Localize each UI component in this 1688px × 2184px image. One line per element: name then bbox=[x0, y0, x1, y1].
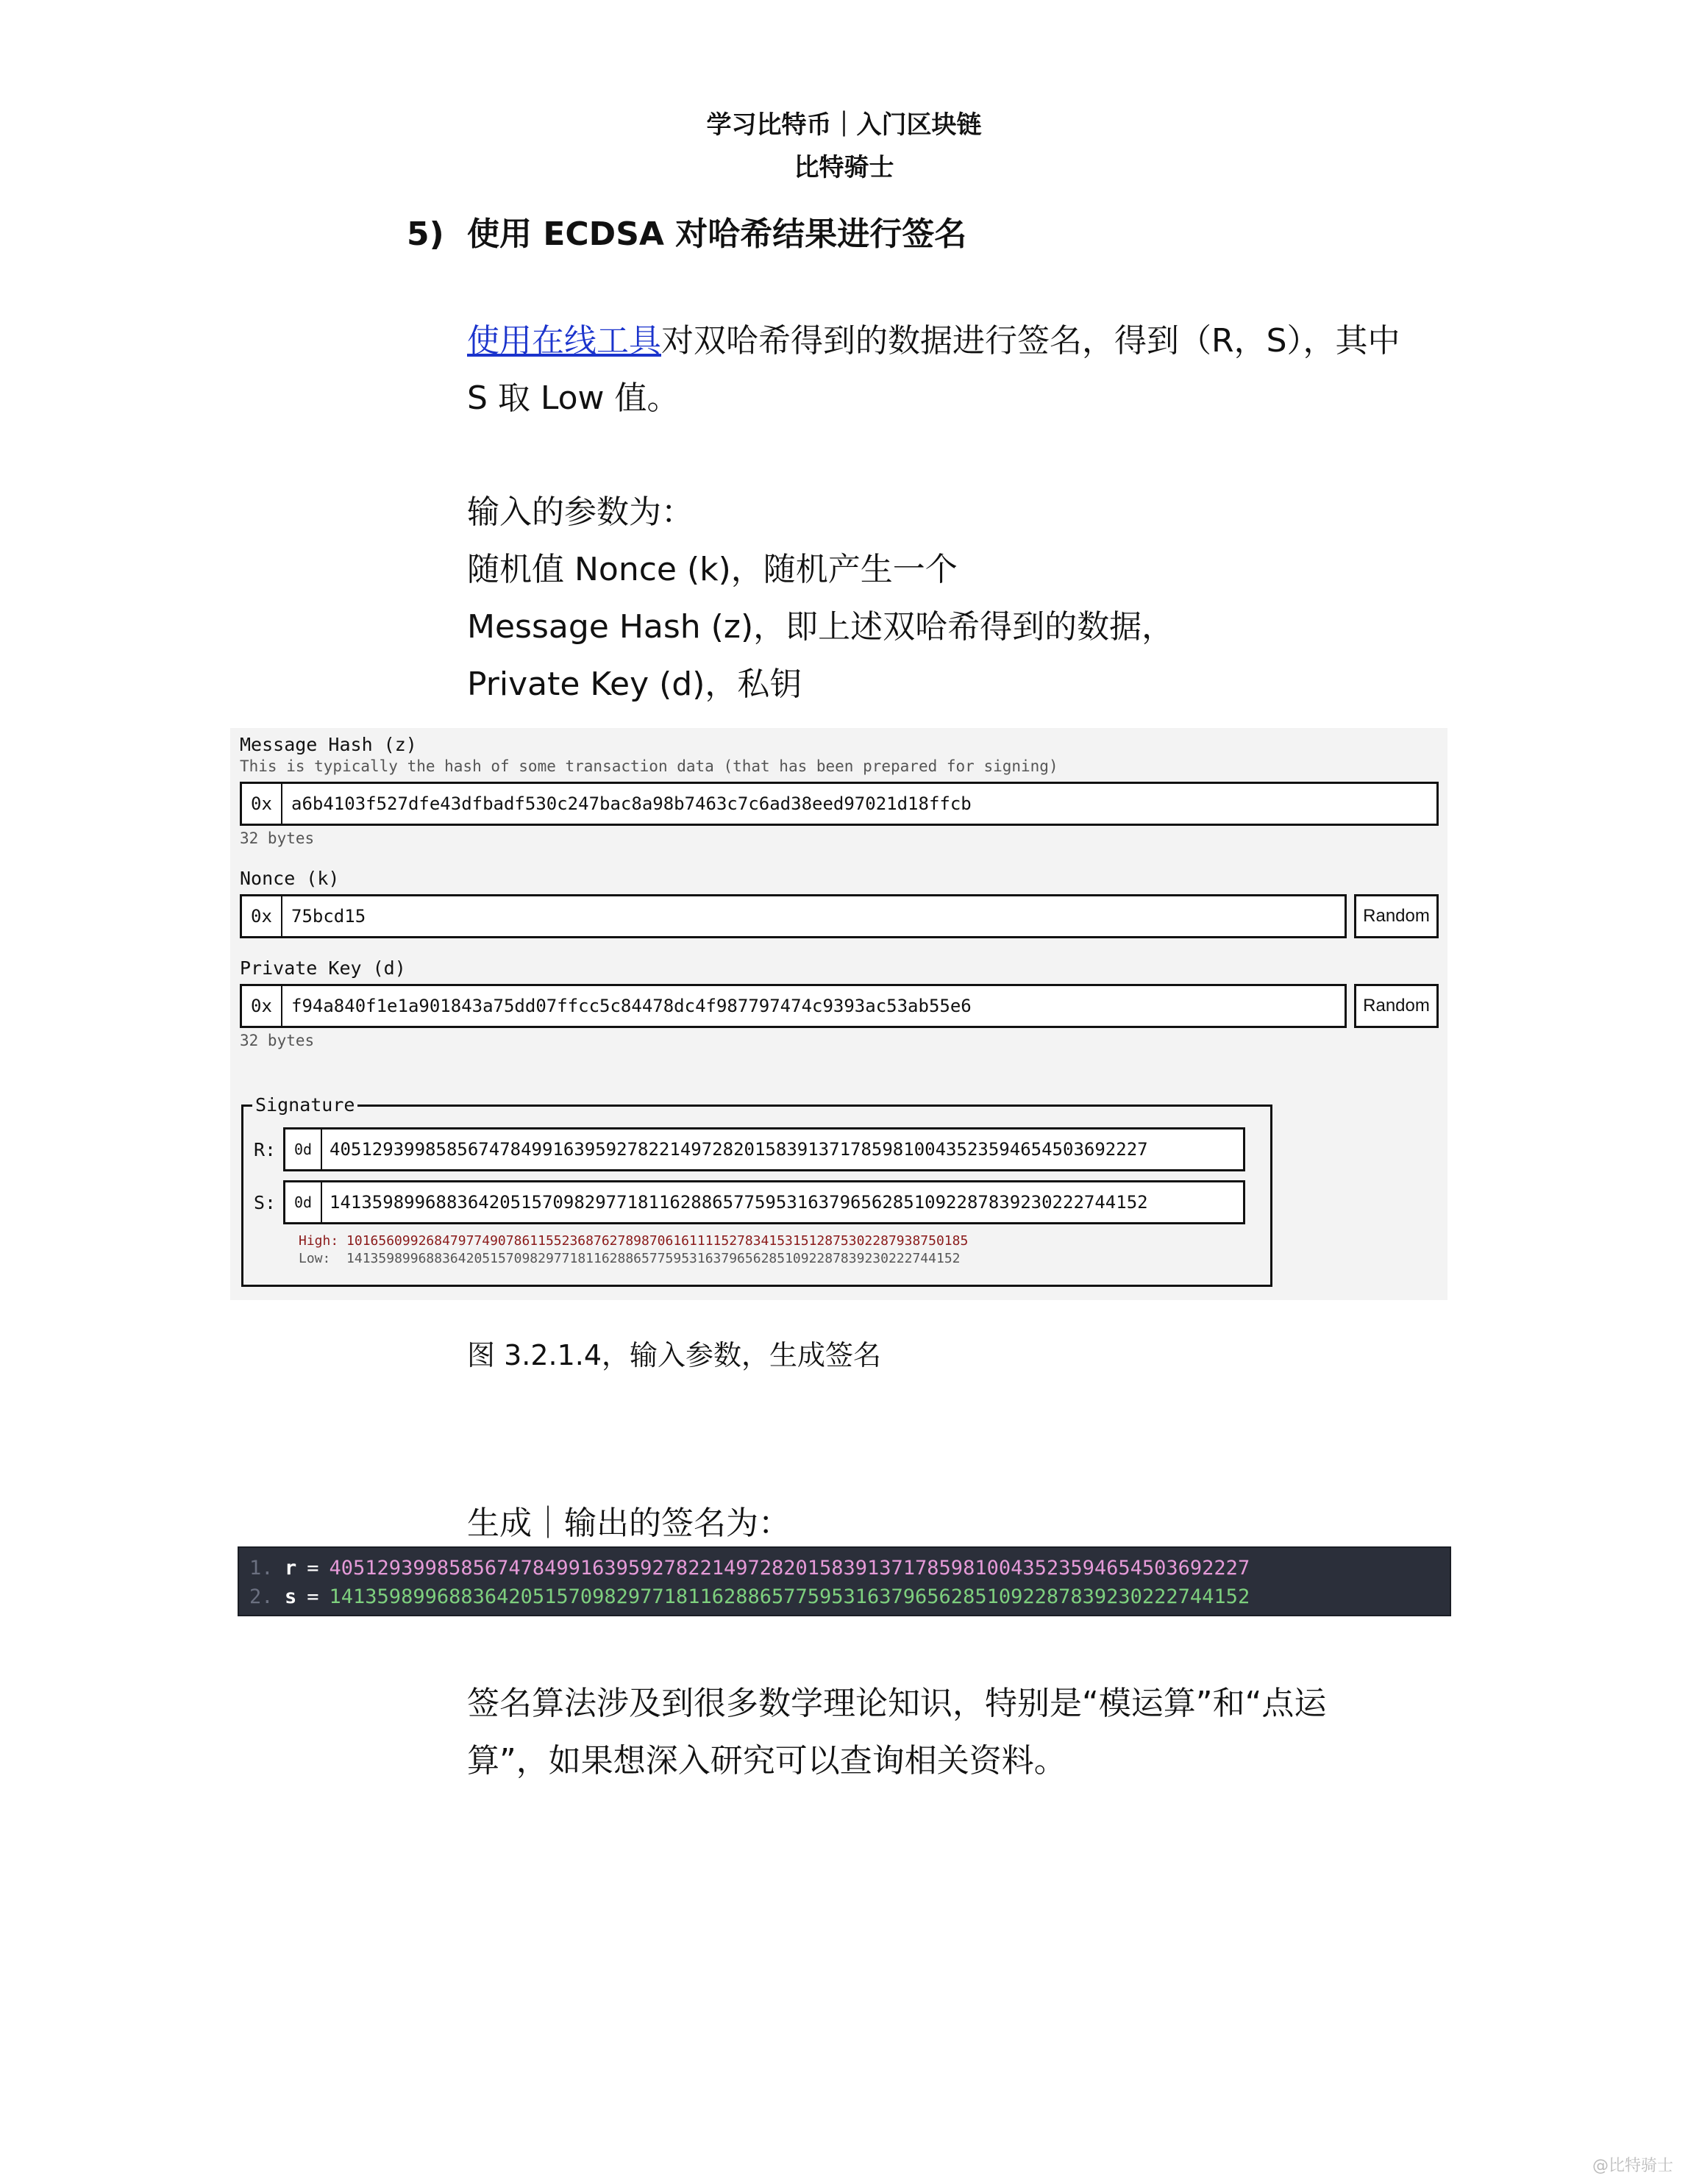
line-number: 2. bbox=[249, 1585, 274, 1608]
params-item-hash: Message Hash (z)，即上述双哈希得到的数据， bbox=[467, 608, 1175, 646]
s-high-line bbox=[299, 1233, 968, 1249]
intro-paragraph bbox=[467, 313, 1445, 427]
online-tool-link[interactable]: 使用在线工具 bbox=[467, 322, 661, 360]
intro-text-1: 对双哈希得到的数据进行签名，得到（R，S），其中 bbox=[661, 322, 1400, 360]
message-hash-hint: This is typically the hash of some transaction data (that has been prepared for signing) bbox=[240, 757, 1058, 775]
hex-prefix: 0x bbox=[242, 986, 282, 1026]
code-block bbox=[238, 1546, 1451, 1616]
message-hash-input[interactable]: a6b4103f527dfe43dfbadf530c247bac8a98b7463c7c6ad38eed97021d18ffcb bbox=[291, 793, 972, 814]
s-low-label: Low: bbox=[299, 1251, 331, 1266]
code-variable: s bbox=[285, 1585, 297, 1608]
nonce-field[interactable] bbox=[240, 894, 1347, 938]
header-subtitle: 比特骑士 bbox=[794, 153, 894, 182]
nonce-random-button[interactable]: Random bbox=[1354, 894, 1439, 938]
s-output-value: 14135989968836420515709829771811628865775953163796562851092287839230222744152 bbox=[329, 1585, 1250, 1608]
private-key-random-button[interactable]: Random bbox=[1354, 984, 1439, 1028]
code-line bbox=[239, 1582, 1450, 1611]
intro-text-2: S 取 Low 值。 bbox=[467, 379, 680, 417]
section-heading bbox=[407, 207, 966, 254]
code-variable: r bbox=[285, 1557, 297, 1580]
signature-legend: Signature bbox=[252, 1094, 357, 1116]
signature-r-row bbox=[254, 1127, 1245, 1171]
private-key-size: 32 bytes bbox=[240, 1032, 315, 1049]
code-operator: = bbox=[307, 1585, 319, 1608]
output-title: 生成｜输出的签名为： bbox=[467, 1505, 791, 1542]
r-label: R: bbox=[254, 1138, 277, 1160]
params-item-nonce: 随机值 Nonce (k)，随机产生一个 bbox=[467, 551, 958, 588]
private-key-input[interactable]: f94a840f1e1a901843a75dd07ffcc5c84478dc4f987797474c9393ac53ab55e6 bbox=[291, 996, 972, 1016]
r-field[interactable] bbox=[283, 1127, 1245, 1171]
header-title: 学习比特币｜入门区块链 bbox=[706, 110, 982, 140]
r-output-value: 40512939985856747849916395927822149728201583913717859810043523594654503692227 bbox=[329, 1557, 1250, 1580]
signature-s-row bbox=[254, 1180, 1245, 1224]
line-number: 1. bbox=[249, 1557, 274, 1580]
s-high-label: High: bbox=[299, 1233, 339, 1249]
s-low-line bbox=[299, 1251, 961, 1266]
hex-prefix: 0x bbox=[242, 784, 282, 824]
private-key-field[interactable] bbox=[240, 984, 1347, 1028]
s-field[interactable] bbox=[283, 1180, 1245, 1224]
s-low-value: 14135989968836420515709829771811628865775953163796562851092287839230222744152 bbox=[346, 1251, 961, 1266]
section-number: 5) bbox=[407, 215, 444, 253]
code-line bbox=[239, 1554, 1450, 1582]
closing-paragraph bbox=[467, 1675, 1445, 1790]
private-key-label: Private Key (d) bbox=[240, 957, 406, 979]
message-hash-label: Message Hash (z) bbox=[240, 734, 417, 755]
hex-prefix: 0x bbox=[242, 896, 282, 936]
s-value[interactable]: 14135989968836420515709829771811628865775953163796562851092287839230222744152 bbox=[330, 1192, 1148, 1213]
s-label: S: bbox=[254, 1191, 277, 1213]
watermark: @比特骑士 bbox=[1592, 2157, 1673, 2175]
params-paragraph bbox=[467, 484, 1174, 713]
message-hash-field[interactable] bbox=[240, 782, 1439, 826]
nonce-input[interactable]: 75bcd15 bbox=[291, 906, 366, 927]
signature-group bbox=[241, 1094, 1272, 1287]
code-operator: = bbox=[307, 1557, 319, 1580]
decimal-prefix: 0d bbox=[285, 1182, 322, 1222]
r-value[interactable]: 40512939985856747849916395927822149728201583913717859810043523594654503692227 bbox=[330, 1139, 1148, 1160]
closing-line-1: 签名算法涉及到很多数学理论知识，特别是“模运算”和“点运 bbox=[467, 1685, 1327, 1722]
s-high-value: 101656099268479774907861155236876278987061611115278341531512875302287938750185 bbox=[346, 1233, 969, 1249]
section-title-text: 使用 ECDSA 对哈希结果进行签名 bbox=[467, 215, 967, 253]
ecdsa-tool-screenshot bbox=[230, 728, 1447, 1300]
nonce-label: Nonce (k) bbox=[240, 868, 340, 889]
decimal-prefix: 0d bbox=[285, 1130, 322, 1169]
figure-caption: 图 3.2.1.4，输入参数，生成签名 bbox=[467, 1339, 882, 1371]
params-item-key: Private Key (d)，私钥 bbox=[467, 665, 802, 703]
params-heading: 输入的参数为： bbox=[467, 493, 694, 531]
message-hash-size: 32 bytes bbox=[240, 829, 315, 847]
closing-line-2: 算”，如果想深入研究可以查询相关资料。 bbox=[467, 1742, 1066, 1780]
